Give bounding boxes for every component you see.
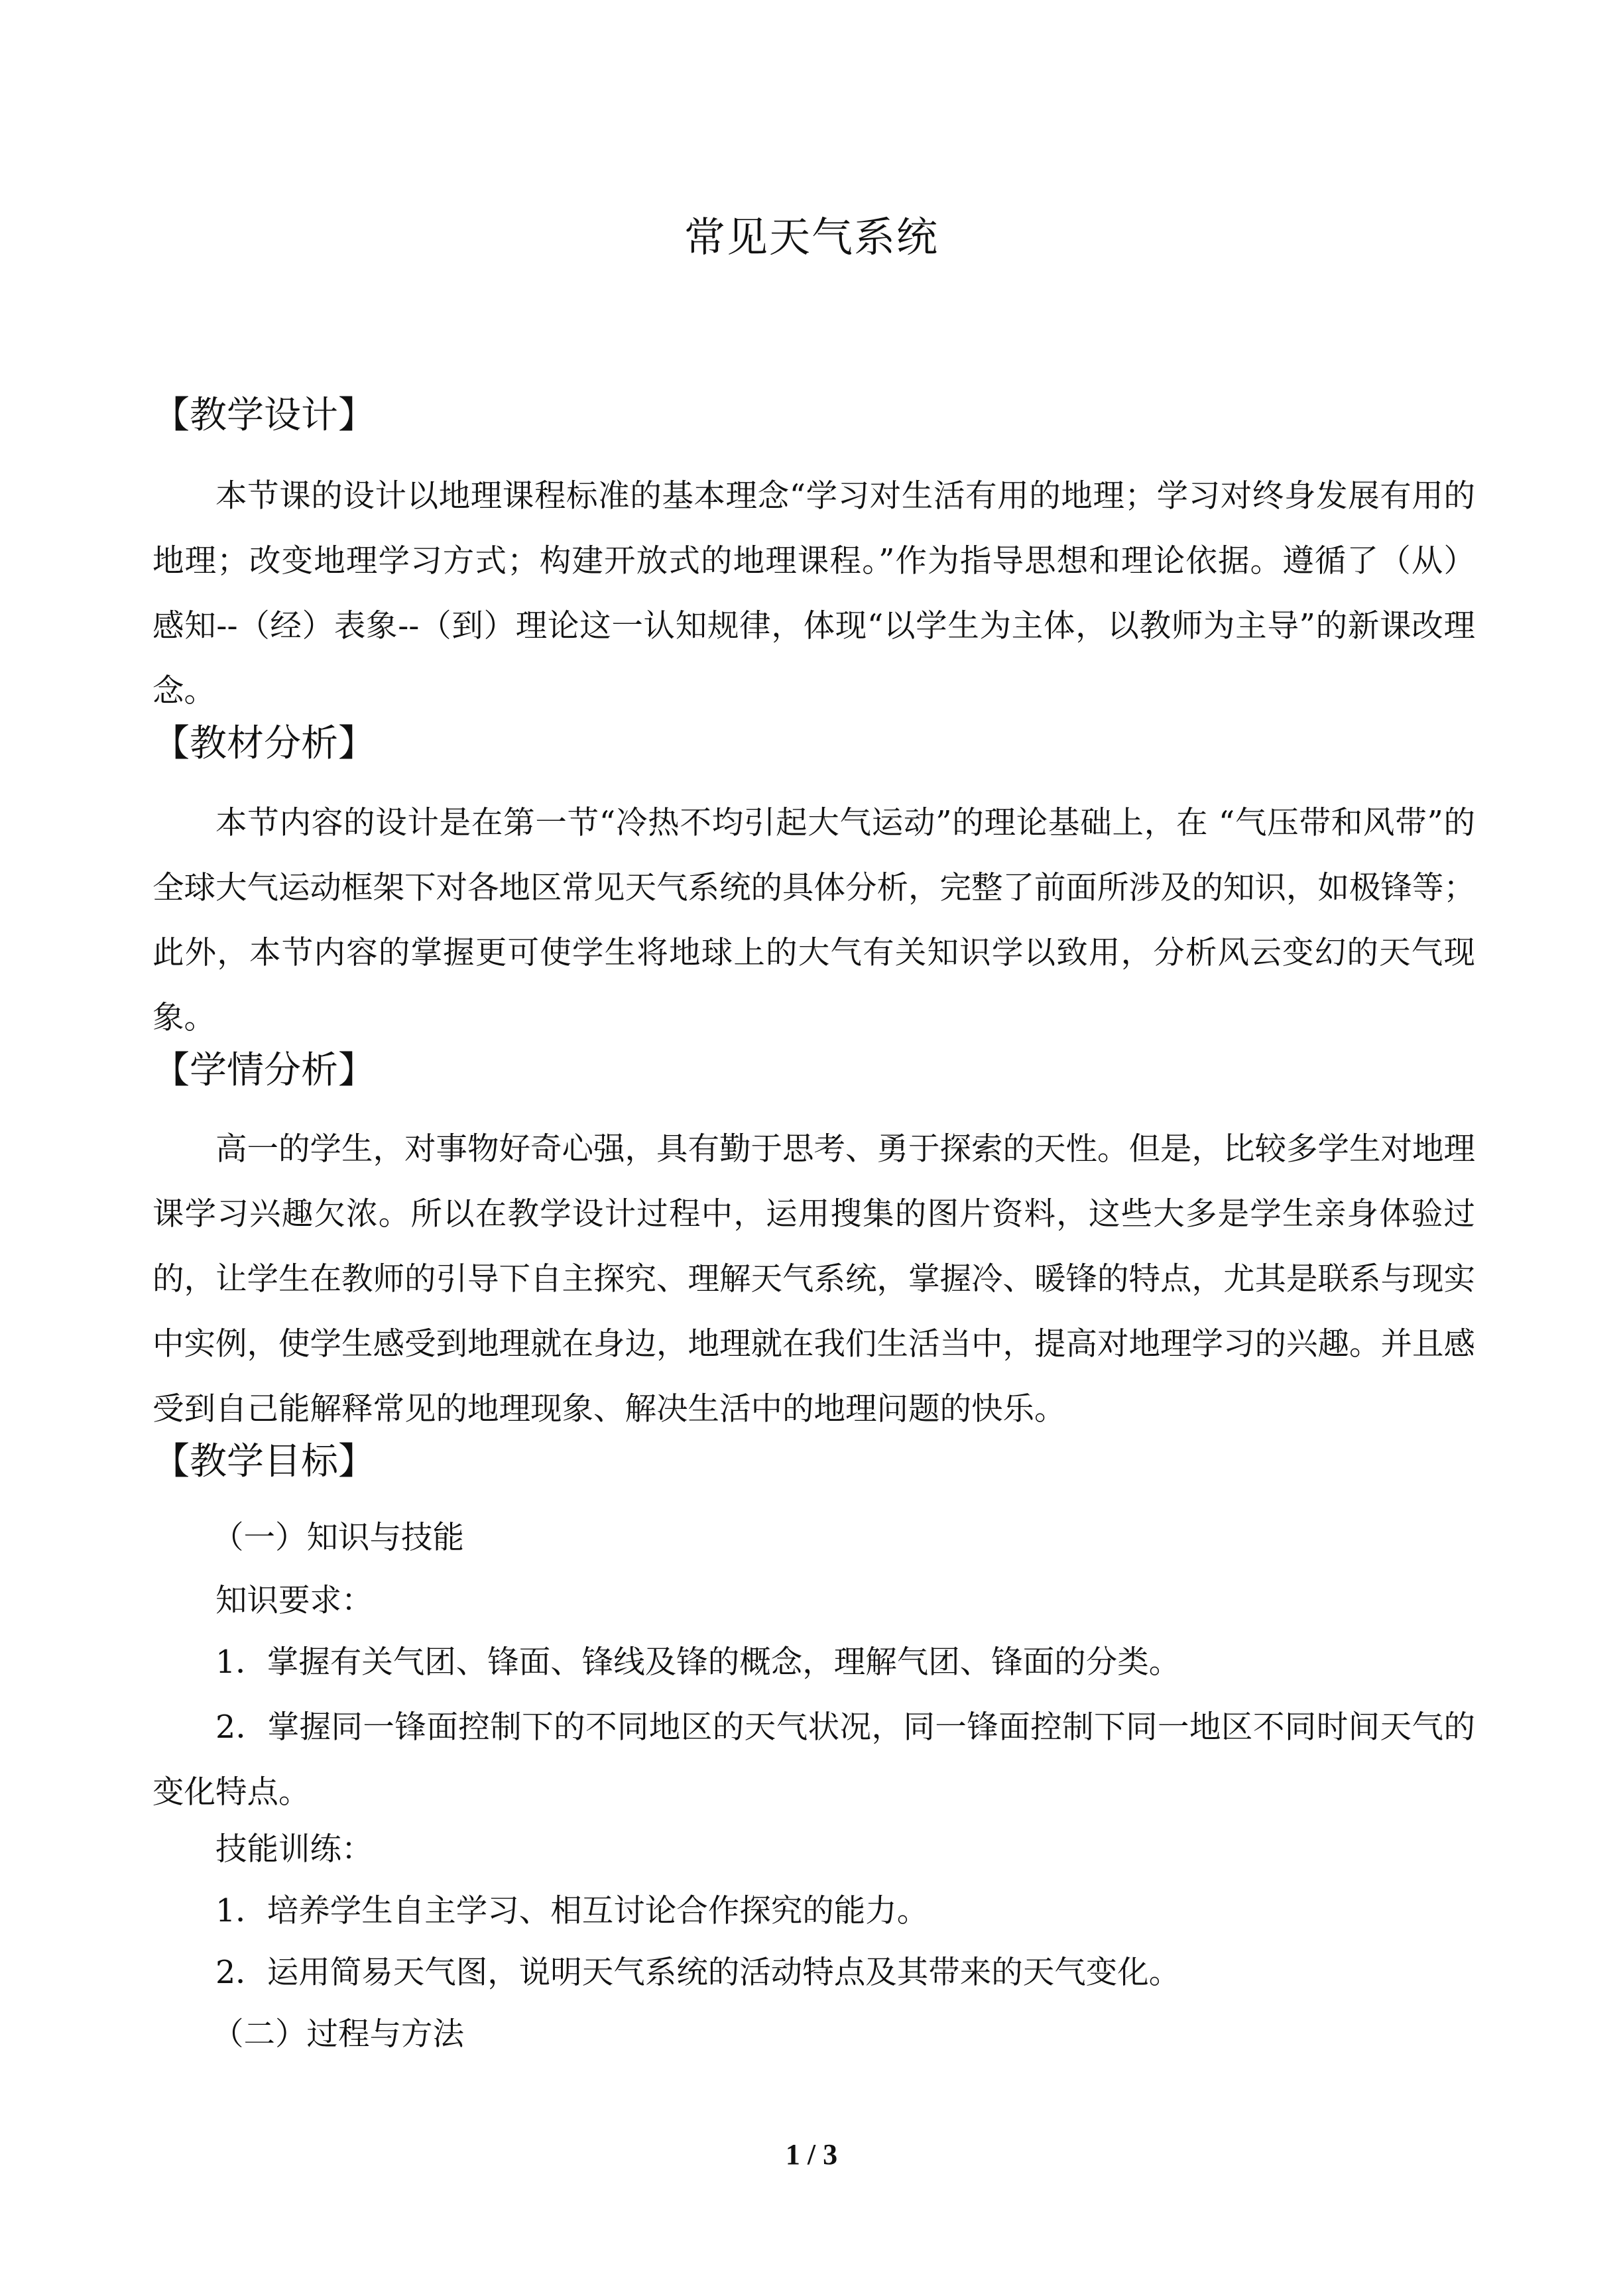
skill-item-1: 1．培养学生自主学习、相互讨论合作探究的能力。 (215, 1893, 929, 1929)
knowledge-item-2: 2．掌握同一锋面控制下的不同地区的天气状况，同一锋面控制下同一地区不同时间天气的变化特点。 (152, 1709, 1475, 1811)
section-paragraph-teaching-design: 本节课的设计以地理课程标准的基本理念“学习对生活有用的地理；学习对终身发展有用的地理；改变地理学习方式；构建开放式的地理课程。”作为指导思想和理论依据。遵循了（从）感知--（经）表象--（到）理论这一认知规律，体现“以学生为主体，以教师为主导”的新课改理念。 (152, 478, 1475, 709)
section-heading-textbook-analysis: 【教材分析】 (152, 722, 375, 765)
section-paragraph-student-analysis: 高一的学生，对事物好奇心强，具有勤于思考、勇于探索的天性。但是，比较多学生对地理课学习兴趣欠浓。所以在教学设计过程中，运用搜集的图片资料，这些大多是学生亲身体验过的，让学生在教师的引导下自主探究、理解天气系统，掌握冷、暖锋的特点，尤其是联系与现实中实例，使学生感受到地理就在身边，地理就在我们生活当中，提高对地理学习的兴趣。并且感受到自己能解释常见的地理现象、解决生活中的地理问题的快乐。 (152, 1131, 1475, 1427)
subheading-knowledge-skills: （一）知识与技能 (212, 1520, 464, 1556)
section-heading-teaching-goals: 【教学目标】 (152, 1440, 375, 1483)
skill-item-2: 2．运用简易天气图，说明天气系统的活动特点及其带来的天气变化。 (215, 1955, 1181, 1991)
knowledge-requirements-label: 知识要求： (215, 1583, 373, 1619)
skill-training-label: 技能训练： (215, 1831, 373, 1868)
section-heading-teaching-design: 【教学设计】 (152, 394, 375, 437)
section-heading-student-analysis: 【学情分析】 (152, 1049, 375, 1092)
document-title: 常见天气系统 (684, 213, 939, 261)
subheading-process-methods: （二）过程与方法 (212, 2016, 464, 2053)
knowledge-item-1: 1．掌握有关气团、锋面、锋线及锋的概念，理解气团、锋面的分类。 (215, 1644, 1181, 1681)
page-number: 1 / 3 (785, 2138, 838, 2171)
section-paragraph-textbook-analysis: 本节内容的设计是在第一节“冷热不均引起大气运动”的理论基础上，在 “气压带和风带”的全球大气运动框架下对各地区常见天气系统的具体分析，完整了前面所涉及的知识，如极锋等；此外，本节内容的掌握更可使学生将地球上的大气有关知识学以致用，分析风云变幻的天气现象。 (152, 805, 1475, 1036)
